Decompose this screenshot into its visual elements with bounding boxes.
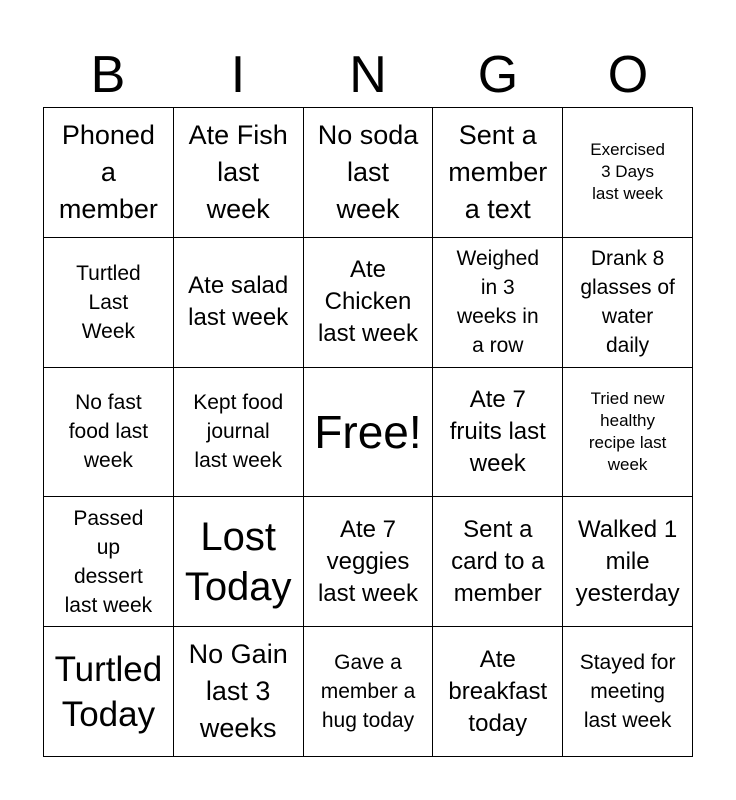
cell-text: Stayed for meeting last week (579, 651, 676, 733)
header-letter-o: O (607, 46, 649, 104)
bingo-cell[interactable] (44, 368, 174, 498)
cell-text: Ate salad last week (188, 272, 289, 332)
cell-text: Passed up dessert last week (64, 506, 153, 617)
cell-text: Kept food journal last week (193, 391, 284, 473)
bingo-header (43, 44, 693, 106)
cell-text: No Gain last 3 weeks (188, 639, 288, 744)
bingo-cell[interactable] (563, 497, 693, 627)
bingo-cell[interactable] (433, 108, 563, 238)
header-letter-g: G (477, 46, 519, 104)
cell-text: Ate Fish last week (188, 119, 288, 224)
bingo-cell[interactable] (304, 238, 434, 368)
cell-text: Turtled Today (54, 649, 163, 734)
cell-text: Exercised 3 Days last week (590, 140, 665, 204)
bingo-cell[interactable] (174, 497, 304, 627)
cell-text: Ate 7 fruits last week (449, 385, 546, 477)
bingo-cell[interactable] (174, 368, 304, 498)
header-letter-b: B (90, 46, 126, 104)
cell-text: No soda last week (317, 119, 419, 224)
cell-text: Lost Today (184, 514, 292, 609)
bingo-cell[interactable] (44, 238, 174, 368)
cell-text: No fast food last week (68, 391, 149, 473)
cell-text: Phoned a member (58, 119, 158, 224)
bingo-cell[interactable] (44, 497, 174, 627)
header-letter-i: I (230, 46, 246, 104)
bingo-cell[interactable] (563, 108, 693, 238)
bingo-cell[interactable] (44, 108, 174, 238)
cell-text: Ate breakfast today (448, 645, 548, 737)
bingo-cell[interactable] (174, 238, 304, 368)
cell-text: Gave a member a hug today (320, 651, 416, 733)
bingo-board (43, 107, 693, 757)
cell-text: Ate Chicken last week (317, 256, 419, 348)
cell-text: Turtled Last Week (76, 261, 141, 343)
cell-text: Sent a member a text (448, 119, 548, 224)
cell-text: Drank 8 glasses of water daily (580, 247, 675, 358)
cell-text: Ate 7 veggies last week (317, 515, 419, 607)
free-space-cell[interactable] (304, 368, 434, 498)
cell-text: Walked 1 mile yesterday (575, 515, 680, 607)
bingo-cell[interactable] (433, 497, 563, 627)
bingo-cell[interactable] (563, 238, 693, 368)
bingo-cell[interactable] (433, 238, 563, 368)
bingo-cell[interactable] (433, 368, 563, 498)
bingo-cell[interactable] (304, 108, 434, 238)
bingo-cell[interactable] (44, 627, 174, 757)
header-letter-n: N (349, 46, 387, 104)
bingo-cell[interactable] (304, 627, 434, 757)
bingo-cell[interactable] (174, 627, 304, 757)
cell-text: Tried new healthy recipe last week (588, 388, 667, 474)
bingo-cell[interactable] (563, 627, 693, 757)
cell-text: Sent a card to a member (451, 515, 545, 607)
bingo-cell[interactable] (433, 627, 563, 757)
bingo-cell[interactable] (304, 497, 434, 627)
free-space-text: Free! (314, 405, 422, 458)
cell-text: Weighed in 3 weeks in a row (456, 247, 540, 358)
bingo-cell[interactable] (174, 108, 304, 238)
bingo-cell[interactable] (563, 368, 693, 498)
